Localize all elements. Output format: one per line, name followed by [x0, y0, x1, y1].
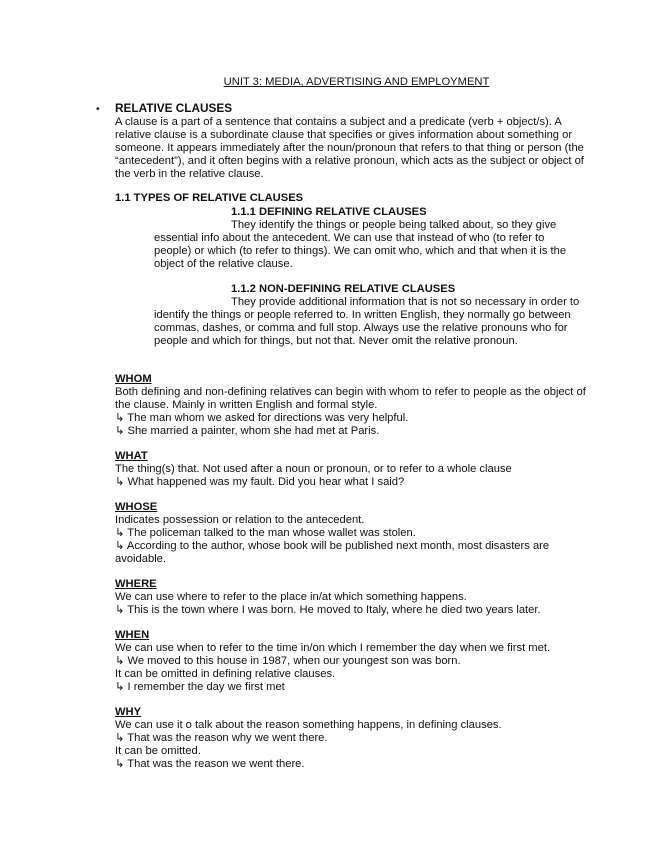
types-heading: 1.1 TYPES OF RELATIVE CLAUSES: [115, 192, 304, 204]
why-heading: WHY: [115, 706, 142, 718]
when-section: [115, 642, 585, 694]
whose-example-1: ↳ The policeman talked to the man whose wallet was stolen.: [115, 527, 416, 539]
when-example-1: ↳ We moved to this house in 1987, when our youngest son was born.: [115, 655, 461, 667]
whose-section: [115, 514, 580, 566]
what-example-1: ↳ What happened was my fault. Did you hear what I said?: [115, 476, 405, 488]
why-example-2: ↳ That was the reason we went there.: [115, 758, 305, 770]
where-heading: WHERE: [115, 578, 157, 590]
whom-heading: WHOM: [115, 373, 152, 385]
nondefining-body: They provide additional information that is not so necessary in order to identify the things or people referred to. In written English, they normally go between commas, dashes, or comma and full stop. Always use the relative pronouns who for people and which for things, but not that. Never omit the relative pronoun.: [154, 296, 580, 347]
where-example-1: ↳ This is the town where I was born. He moved to Italy, where he died two years later.: [115, 604, 541, 616]
where-section: [115, 591, 585, 617]
page-title: UNIT 3: MEDIA, ADVERTISING AND EMPLOYMENT: [223, 76, 490, 88]
where-desc: We can use where to refer to the place in/at which something happens.: [115, 591, 467, 603]
whose-desc: Indicates possession or relation to the antecedent.: [115, 514, 365, 526]
whom-example-2: ↳ She married a painter, whom she had met at Paris.: [115, 425, 380, 437]
what-desc: The thing(s) that. Not used after a noun or pronoun, or to refer to a whole clause: [115, 463, 512, 475]
when-heading: WHEN: [115, 629, 150, 641]
when-desc: We can use when to refer to the time in/on which I remember the day when we first met.: [115, 642, 551, 654]
when-note: It can be omitted in defining relative clauses.: [115, 668, 336, 680]
relative-clauses-heading: RELATIVE CLAUSES: [115, 101, 233, 115]
whom-section: [115, 386, 595, 438]
whose-heading: WHOSE: [115, 501, 158, 513]
why-section: [115, 719, 585, 771]
when-example-2: ↳ I remember the day we first met: [115, 681, 285, 693]
whose-example-2: ↳ According to the author, whose book will be published next month, most disasters are avoidable.: [115, 540, 550, 565]
defining-body: They identify the things or people being talked about, so they give essential info about the antecedent. We can use that instead of who (to refer to people) or which (to refer to things). We can omit who, which and that when it is the object of the relative clause.: [154, 219, 567, 270]
intro-paragraph: A clause is a part of a sentence that contains a subject and a predicate (verb + object/s). A relative clause is a subordinate clause that specifies or gives information about something or someone. It appears immediately after the noun/pronoun that refers to that thing or person (the “antecedent”), and it often begins with a relative pronoun, which acts as the subject or object of the verb in the relative clause.: [115, 116, 584, 180]
why-desc: We can use it o talk about the reason something happens, in defining clauses.: [115, 719, 502, 731]
whom-desc: Both defining and non-defining relatives can begin with whom to refer to people as the object of the clause. Mainly in written English and formal style.: [115, 386, 586, 411]
relative-clauses-intro: [115, 116, 590, 181]
what-section: [115, 463, 585, 489]
why-example-1: ↳ That was the reason why we went there.: [115, 732, 328, 744]
what-heading: WHAT: [115, 450, 148, 462]
whom-example-1: ↳ The man whom we asked for directions was very helpful.: [115, 412, 409, 424]
nondefining-heading: 1.1.2 NON-DEFINING RELATIVE CLAUSES: [231, 283, 456, 295]
why-note: It can be omitted.: [115, 745, 201, 757]
defining-heading: 1.1.1 DEFINING RELATIVE CLAUSES: [231, 206, 427, 218]
bullet-icon: •: [96, 104, 100, 115]
